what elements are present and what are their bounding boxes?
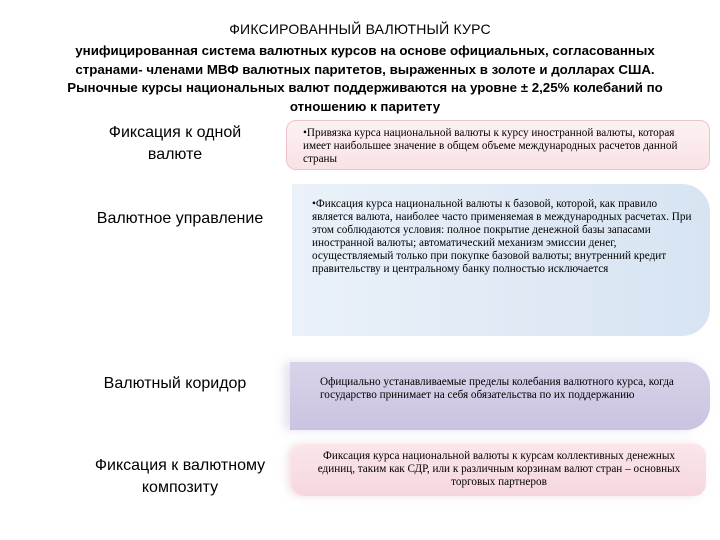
row-label-basket-peg: Фиксация к валютному композиту	[94, 457, 266, 496]
page-subtitle: унифицированная система валютных курсов на основе официальных, согласованных странами- членами МВФ валютных паритетов, выраженных в золоте и долларах США. Рыночные курсы национальных валют поддерживаются на уровне ± 2,25% колебаний по отношению к паритету	[67, 43, 663, 114]
row-label-single-currency: Фиксация к одной валюте	[108, 124, 242, 163]
row-label-currency-board: Валютное управление	[96, 210, 264, 227]
row-label-currency-corridor: Валютный коридор	[103, 375, 247, 392]
row-text-currency-corridor: Официально устанавливаемые пределы колебания валютного курса, когда государство принимает на себя обязательства по их поддержанию	[290, 362, 710, 430]
row-text-single-currency: •Привязка курса национальной валюты к курсу иностранной валюты, которая имеет наибольшее значение в общем объеме международных расчетов данной страны	[286, 120, 710, 170]
row-text-basket-peg: Фиксация курса национальной валюты к курсам коллективных денежных единиц, таким как СДР, или к различным корзинам валют стран – основных торговых партнеров	[292, 444, 706, 496]
row-text-currency-board: •Фиксация курса национальной валюты к базовой, которой, как правило является валюта, наиболее часто применяемая в международных расчетах. При этом соблюдаются условия: полное покрытие денежной базы запасами иностранной валюты; автоматический механизм эмиссии денег, осуществляемый только при покупке базовой валюты; внутренний кредит правительству и центральному банку полностью исключается	[292, 184, 710, 336]
page-title: ФИКСИРОВАННЫЙ ВАЛЮТНЫЙ КУРС	[229, 21, 491, 37]
